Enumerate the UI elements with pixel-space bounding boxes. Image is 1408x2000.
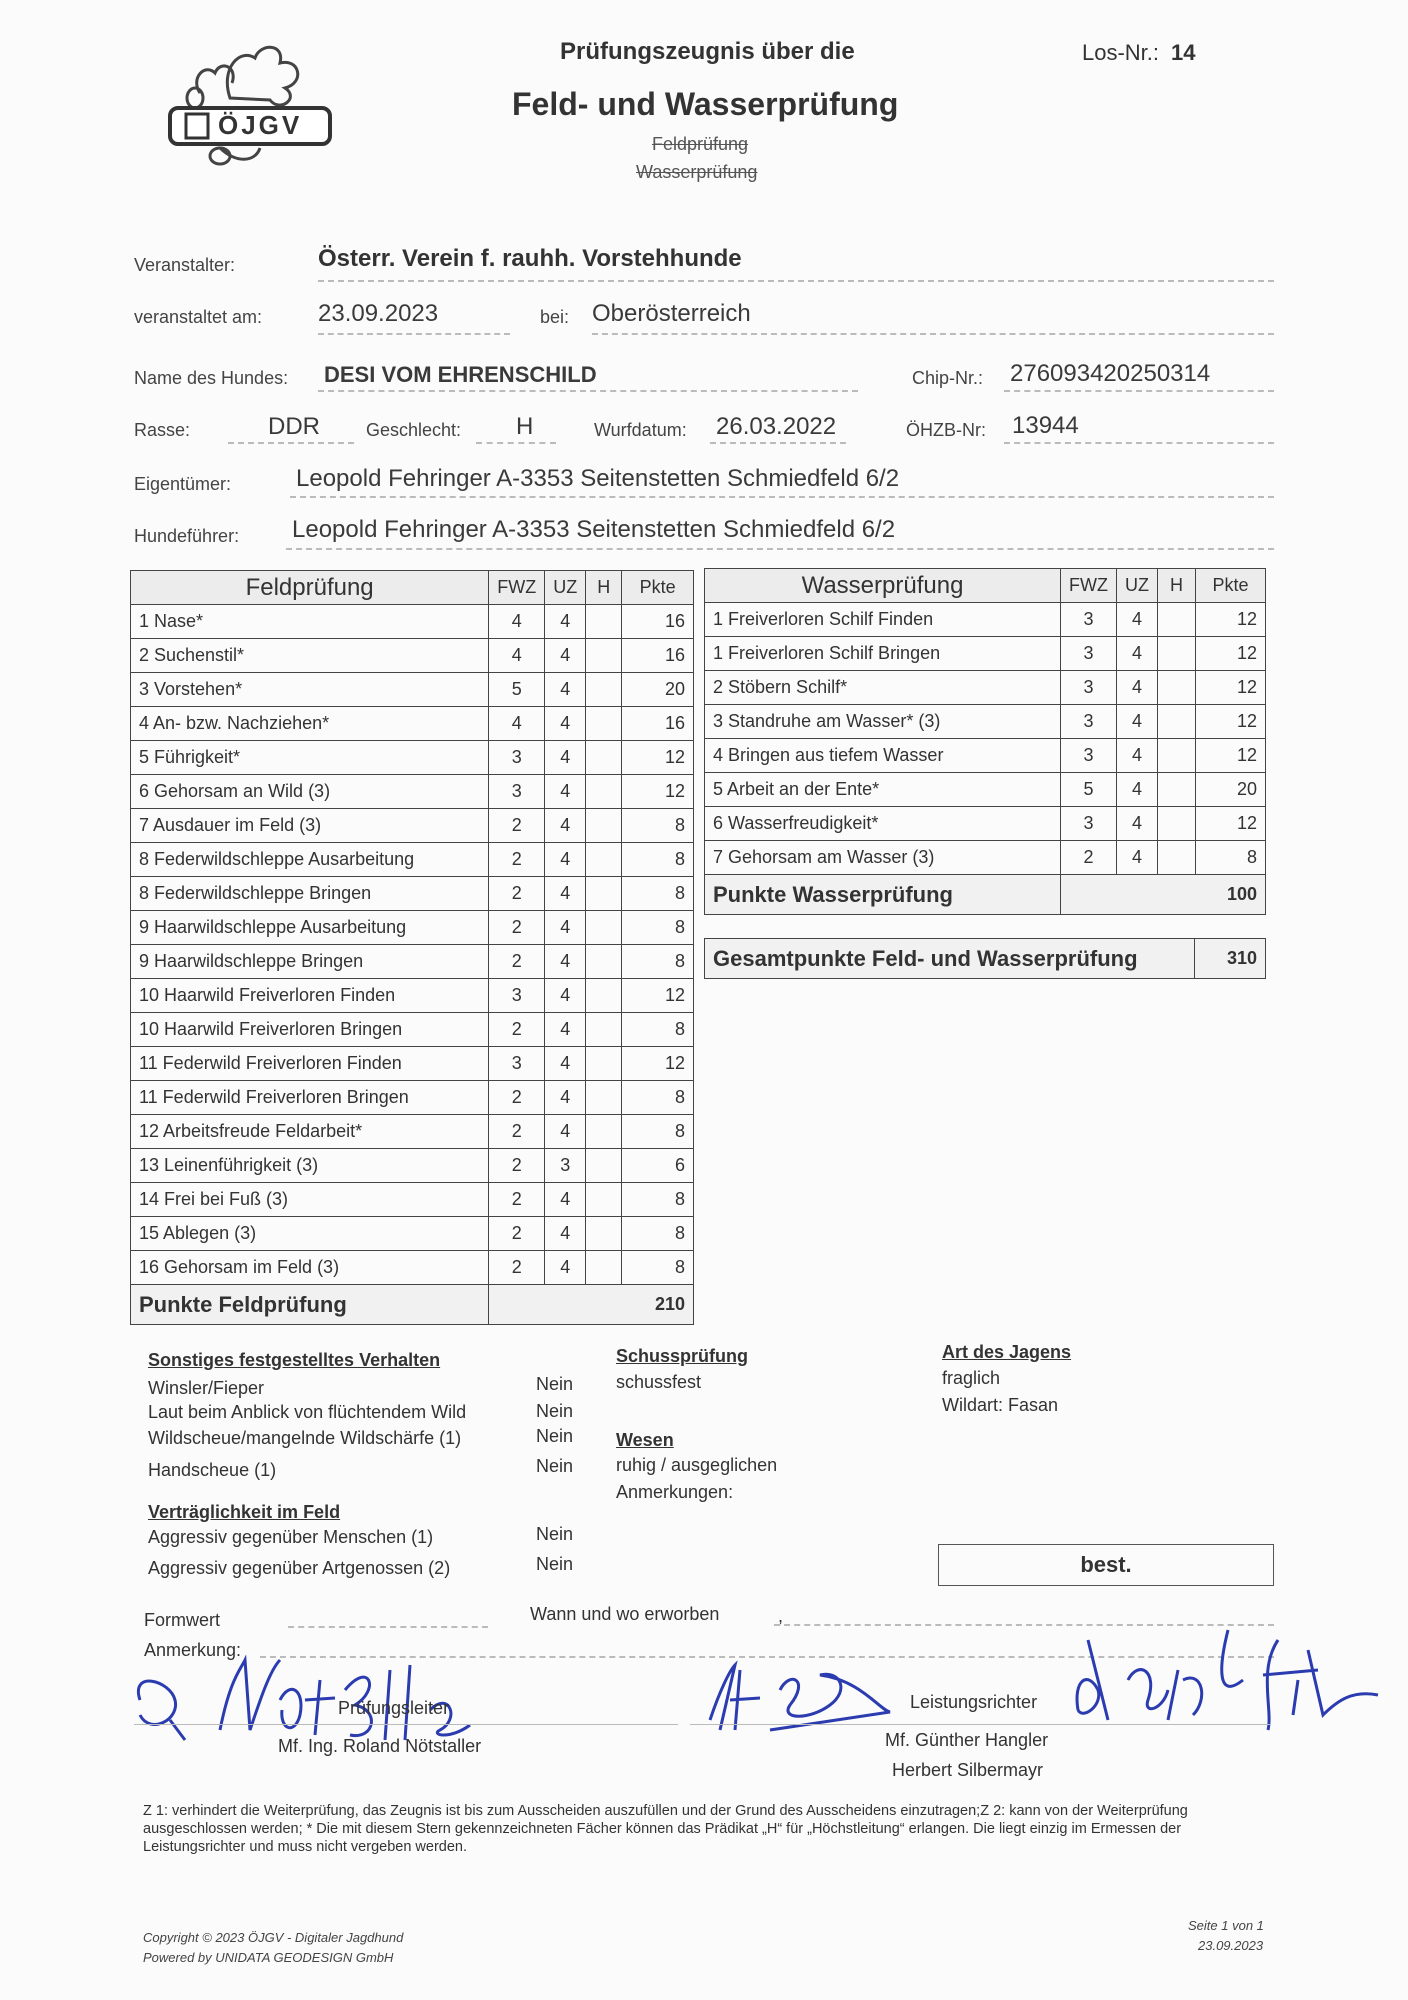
oak-leaf-icon — [160, 38, 340, 168]
schuss-value: schussfest — [616, 1372, 702, 1392]
footer-date: 23.09.2023 — [1198, 1938, 1264, 1953]
feld-cell-h — [586, 605, 622, 639]
feld-row — [131, 979, 694, 1013]
feld-cell-fwz: 2 — [489, 1013, 545, 1047]
feld-cell-subject: 3 Vorstehen* — [131, 673, 489, 707]
feld-cell-subject: 7 Ausdauer im Feld (3) — [131, 809, 489, 843]
wasser-sum-value: 100 — [1061, 875, 1266, 915]
sonstiges-item-2: Wildscheue/mangelnde Wildschärfe (1) — [148, 1428, 462, 1448]
wasser-cell-subject: 3 Standruhe am Wasser* (3) — [705, 705, 1061, 739]
feld-cell-h — [586, 1081, 622, 1115]
feld-cell-fwz: 2 — [489, 1217, 545, 1251]
geschlecht-label: Geschlecht: — [366, 420, 462, 440]
footer-copyright: Copyright © 2023 ÖJGV - Digitaler Jagdhund — [143, 1930, 404, 1945]
total-label: Gesamtpunkte Feld- und Wasserprüfung — [705, 939, 1195, 979]
wasser-cell-uz: 4 — [1116, 671, 1157, 705]
feld-sum-label: Punkte Feldprüfung — [131, 1285, 489, 1325]
wasser-cell-h — [1157, 671, 1195, 705]
feld-row — [131, 1115, 694, 1149]
wasser-header-title: Wasserprüfung — [705, 569, 1061, 603]
feld-cell-subject: 5 Führigkeit* — [131, 741, 489, 775]
name-label: Name des Hundes: — [134, 368, 289, 388]
jagen-wildart: Wildart: Fasan — [942, 1395, 1059, 1415]
wasser-cell-fwz: 3 — [1061, 603, 1117, 637]
anmerkung-label: Anmerkung: — [144, 1640, 242, 1660]
wasser-cell-h — [1157, 603, 1195, 637]
feld-cell-uz: 4 — [545, 707, 586, 741]
wasser-cell-fwz: 3 — [1061, 739, 1117, 773]
leistungsrichter-label: Leistungsrichter — [910, 1692, 1038, 1712]
feld-cell-h — [586, 809, 622, 843]
wasser-cell-subject: 2 Stöbern Schilf* — [705, 671, 1061, 705]
wasser-cell-subject: 6 Wasserfreudigkeit* — [705, 807, 1061, 841]
signature-pruefungsleiter — [130, 1640, 490, 1750]
strike-wasserpruefung: Wasserprüfung — [636, 162, 758, 182]
feld-row — [131, 877, 694, 911]
ohzb-value: 13944 — [1012, 412, 1079, 439]
wasser-row — [705, 671, 1266, 705]
sonstiges-item-1: Laut beim Anblick von flüchtendem Wild — [148, 1402, 467, 1422]
wasser-cell-h — [1157, 705, 1195, 739]
feld-cell-h — [586, 1013, 622, 1047]
feld-row — [131, 1047, 694, 1081]
wann-label: Wann und wo erworben — [530, 1604, 720, 1624]
feld-cell-pkte: 8 — [622, 945, 694, 979]
feld-cell-uz: 3 — [545, 1149, 586, 1183]
wasser-cell-fwz: 3 — [1061, 807, 1117, 841]
feld-cell-uz: 4 — [545, 843, 586, 877]
strike-feldpruefung: Feldprüfung — [652, 134, 749, 154]
feld-cell-subject: 13 Leinenführigkeit (3) — [131, 1149, 489, 1183]
veranstalter-value: Österr. Verein f. rauhh. Vorstehhunde — [318, 245, 742, 272]
wasser-cell-fwz: 3 — [1061, 671, 1117, 705]
feld-cell-fwz: 3 — [489, 979, 545, 1013]
feld-header-uz: UZ — [545, 571, 586, 605]
feld-cell-subject: 11 Federwild Freiverloren Bringen — [131, 1081, 489, 1115]
wasser-row — [705, 739, 1266, 773]
wasser-cell-pkte: 12 — [1195, 739, 1265, 773]
jagen-value: fraglich — [942, 1368, 1001, 1388]
feld-cell-uz: 4 — [545, 1217, 586, 1251]
feld-cell-subject: 15 Ablegen (3) — [131, 1217, 489, 1251]
feld-cell-h — [586, 877, 622, 911]
feld-row — [131, 1251, 694, 1285]
feld-cell-pkte: 16 — [622, 605, 694, 639]
signature-richter-1 — [690, 1650, 900, 1740]
bei-label: bei: — [540, 307, 570, 327]
feld-row — [131, 605, 694, 639]
feld-cell-pkte: 6 — [622, 1149, 694, 1183]
feld-cell-fwz: 5 — [489, 673, 545, 707]
dash-line — [290, 496, 1274, 498]
feld-cell-h — [586, 1047, 622, 1081]
wasser-cell-pkte: 12 — [1195, 603, 1265, 637]
wasser-cell-fwz: 2 — [1061, 841, 1117, 875]
sonstiges-title: Sonstiges festgestelltes Verhalten — [148, 1350, 441, 1370]
feld-cell-uz: 4 — [545, 1047, 586, 1081]
feld-cell-uz: 4 — [545, 1013, 586, 1047]
rasse-value: DDR — [268, 413, 320, 440]
rasse-label: Rasse: — [134, 420, 191, 440]
feld-cell-h — [586, 1149, 622, 1183]
wasser-cell-pkte: 20 — [1195, 773, 1265, 807]
feld-cell-uz: 4 — [545, 1081, 586, 1115]
geschlecht-value: H — [516, 413, 534, 440]
dash-line — [228, 442, 354, 444]
dash-line — [1004, 390, 1274, 392]
feld-cell-fwz: 2 — [489, 1115, 545, 1149]
sonstiges-item-3: Handscheue (1) — [148, 1460, 277, 1480]
vertraeglichkeit-title: Verträglichkeit im Feld — [148, 1502, 341, 1522]
feld-cell-uz: 4 — [545, 639, 586, 673]
wasser-header-uz: UZ — [1116, 569, 1157, 603]
wasser-header-pkte: Pkte — [1195, 569, 1265, 603]
feld-cell-fwz: 3 — [489, 775, 545, 809]
feld-cell-uz: 4 — [545, 1183, 586, 1217]
feld-cell-subject: 12 Arbeitsfreude Feldarbeit* — [131, 1115, 489, 1149]
feld-row — [131, 945, 694, 979]
signature-line — [690, 1724, 1270, 1725]
ohzb-label: ÖHZB-Nr: — [906, 420, 986, 440]
wesen-title: Wesen — [616, 1430, 674, 1450]
title-line1: Prüfungszeugnis über die — [560, 38, 855, 65]
feld-cell-h — [586, 639, 622, 673]
dash-line — [318, 390, 858, 392]
feld-cell-fwz: 2 — [489, 945, 545, 979]
feld-cell-subject: 6 Gehorsam an Wild (3) — [131, 775, 489, 809]
los-label: Los-Nr.: — [1082, 40, 1160, 65]
feld-cell-pkte: 8 — [622, 809, 694, 843]
veranstalter-label: Veranstalter: — [134, 255, 236, 275]
feld-cell-pkte: 8 — [622, 1013, 694, 1047]
feld-cell-h — [586, 843, 622, 877]
wasser-cell-h — [1157, 637, 1195, 671]
feld-row — [131, 775, 694, 809]
feld-cell-fwz: 2 — [489, 843, 545, 877]
wasser-row — [705, 773, 1266, 807]
feld-cell-subject: 11 Federwild Freiverloren Finden — [131, 1047, 489, 1081]
feld-cell-pkte: 12 — [622, 1047, 694, 1081]
feld-cell-fwz: 4 — [489, 707, 545, 741]
wasser-cell-uz: 4 — [1116, 841, 1157, 875]
feld-cell-subject: 10 Haarwild Freiverloren Finden — [131, 979, 489, 1013]
jagen-title: Art des Jagens — [942, 1342, 1072, 1362]
footnote: Z 1: verhindert die Weiterprüfung, das Zeugnis ist bis zum Ausscheiden auszufüllen und der Grund des Ausscheidens einzutragen;Z 2: kann von der Weiterprüfung ausgeschlossen werden; * Die mit diesem Stern gekennzeichneten Fächer können das Prädikat „H“ für „Höchstleitung“ erlangen. Die liegt einzig im Ermessen der Leistungsrichter und muss nicht vergeben werden. — [143, 1803, 1188, 1855]
wasser-cell-uz: 4 — [1116, 807, 1157, 841]
formwert-label: Formwert — [144, 1610, 220, 1630]
wasser-cell-h — [1157, 807, 1195, 841]
sonstiges-item-0: Winsler/Fieper — [148, 1378, 265, 1398]
wasser-cell-fwz: 5 — [1061, 773, 1117, 807]
chip-value: 276093420250314 — [1010, 360, 1211, 387]
feld-cell-subject: 2 Suchenstil* — [131, 639, 489, 673]
wasser-cell-subject: 7 Gehorsam am Wasser (3) — [705, 841, 1061, 875]
bei-value: Oberösterreich — [592, 300, 751, 327]
pruefungsleiter-label: Prüfungsleiter — [338, 1698, 450, 1718]
footer-page: Seite 1 von 1 — [1188, 1918, 1264, 1933]
feld-row — [131, 741, 694, 775]
wasser-row — [705, 841, 1266, 875]
sonstiges-value-1: Nein — [536, 1401, 574, 1421]
feld-cell-h — [586, 741, 622, 775]
feld-cell-h — [586, 775, 622, 809]
vert-item-0: Aggressiv gegenüber Menschen (1) — [148, 1527, 434, 1547]
signature-richter-2 — [1068, 1620, 1388, 1740]
feld-cell-pkte: 8 — [622, 843, 694, 877]
best-box: best. — [938, 1544, 1274, 1586]
page-title: Feld- und Wasserprüfung — [512, 86, 899, 122]
feld-cell-fwz: 2 — [489, 911, 545, 945]
feld-cell-subject: 9 Haarwildschleppe Bringen — [131, 945, 489, 979]
feld-cell-subject: 4 An- bzw. Nachziehen* — [131, 707, 489, 741]
total-value: 310 — [1195, 939, 1266, 979]
wasser-cell-pkte: 12 — [1195, 807, 1265, 841]
feld-row — [131, 1013, 694, 1047]
feld-cell-fwz: 3 — [489, 1047, 545, 1081]
wasser-cell-pkte: 8 — [1195, 841, 1265, 875]
feld-cell-subject: 9 Haarwildschleppe Ausarbeitung — [131, 911, 489, 945]
signature-line — [134, 1724, 678, 1725]
feld-cell-pkte: 20 — [622, 673, 694, 707]
feld-row — [131, 1149, 694, 1183]
fuehrer-label: Hundeführer: — [134, 526, 240, 546]
feld-cell-subject: 1 Nase* — [131, 605, 489, 639]
feld-cell-pkte: 16 — [622, 639, 694, 673]
dash-line — [592, 333, 1274, 335]
vert-value-0: Nein — [536, 1524, 574, 1544]
feld-cell-uz: 4 — [545, 945, 586, 979]
wurf-value: 26.03.2022 — [716, 413, 837, 440]
wesen-anmerkungen: Anmerkungen: — [616, 1482, 734, 1502]
feld-cell-h — [586, 1251, 622, 1285]
wasser-header-fwz: FWZ — [1061, 569, 1117, 603]
feld-cell-fwz: 2 — [489, 1183, 545, 1217]
wasser-cell-subject: 1 Freiverloren Schilf Finden — [705, 603, 1061, 637]
wasser-row — [705, 705, 1266, 739]
fuehrer-value: Leopold Fehringer A-3353 Seitenstetten Schmiedfeld 6/2 — [292, 516, 896, 543]
wasser-cell-h — [1157, 739, 1195, 773]
wasser-cell-uz: 4 — [1116, 603, 1157, 637]
dash-line — [710, 442, 846, 444]
wasser-sum-label: Punkte Wasserprüfung — [705, 875, 1061, 915]
dash-line — [1004, 442, 1274, 444]
feld-table — [130, 570, 694, 1325]
dash-line — [288, 1626, 488, 1628]
feld-cell-subject: 8 Federwildschleppe Bringen — [131, 877, 489, 911]
sonstiges-value-3: Nein — [536, 1456, 574, 1476]
feld-cell-h — [586, 1115, 622, 1149]
sonstiges-value-2: Nein — [536, 1426, 574, 1446]
los-value: 14 — [1171, 40, 1196, 65]
wasser-cell-fwz: 3 — [1061, 637, 1117, 671]
wasser-cell-uz: 4 — [1116, 705, 1157, 739]
wasser-cell-uz: 4 — [1116, 739, 1157, 773]
feld-cell-pkte: 8 — [622, 1251, 694, 1285]
wasser-row — [705, 603, 1266, 637]
wasser-table — [704, 568, 1266, 915]
feld-cell-fwz: 2 — [489, 1081, 545, 1115]
feld-cell-pkte: 12 — [622, 979, 694, 1013]
feld-cell-fwz: 4 — [489, 639, 545, 673]
feld-cell-h — [586, 979, 622, 1013]
wesen-value: ruhig / ausgeglichen — [616, 1455, 778, 1475]
feld-row — [131, 809, 694, 843]
sonstiges-value-0: Nein — [536, 1374, 574, 1394]
feld-cell-uz: 4 — [545, 877, 586, 911]
wasser-cell-pkte: 12 — [1195, 671, 1265, 705]
feld-row — [131, 707, 694, 741]
footer-powered: Powered by UNIDATA GEODESIGN GmbH — [143, 1950, 394, 1965]
feld-cell-h — [586, 911, 622, 945]
wasser-cell-subject: 1 Freiverloren Schilf Bringen — [705, 637, 1061, 671]
wasser-cell-pkte: 12 — [1195, 637, 1265, 671]
am-value: 23.09.2023 — [318, 300, 439, 327]
feld-cell-pkte: 8 — [622, 1183, 694, 1217]
los-nr — [1082, 40, 1196, 66]
feld-cell-pkte: 12 — [622, 775, 694, 809]
feld-cell-uz: 4 — [545, 809, 586, 843]
wasser-cell-pkte: 12 — [1195, 705, 1265, 739]
feld-cell-pkte: 12 — [622, 741, 694, 775]
feld-cell-uz: 4 — [545, 741, 586, 775]
wurf-label: Wurfdatum: — [594, 420, 687, 440]
feld-row — [131, 1217, 694, 1251]
feld-cell-uz: 4 — [545, 673, 586, 707]
wasser-row — [705, 807, 1266, 841]
schuss-title: Schussprüfung — [616, 1346, 749, 1366]
feld-cell-fwz: 4 — [489, 605, 545, 639]
ojgv-logo — [160, 38, 340, 168]
feld-cell-subject: 10 Haarwild Freiverloren Bringen — [131, 1013, 489, 1047]
feld-cell-pkte: 8 — [622, 1115, 694, 1149]
feld-row — [131, 911, 694, 945]
logo-text: ÖJGV — [218, 110, 303, 140]
feld-row — [131, 843, 694, 877]
feld-cell-uz: 4 — [545, 979, 586, 1013]
feld-row — [131, 1081, 694, 1115]
feld-cell-pkte: 8 — [622, 1217, 694, 1251]
wasser-header-h: H — [1157, 569, 1195, 603]
wasser-cell-subject: 4 Bringen aus tiefem Wasser — [705, 739, 1061, 773]
feld-cell-h — [586, 945, 622, 979]
feld-cell-pkte: 8 — [622, 911, 694, 945]
total-table — [704, 938, 1266, 979]
dash-line — [476, 442, 556, 444]
feld-cell-uz: 4 — [545, 1251, 586, 1285]
vert-value-1: Nein — [536, 1554, 574, 1574]
feld-cell-fwz: 2 — [489, 1149, 545, 1183]
wasser-cell-uz: 4 — [1116, 773, 1157, 807]
am-label: veranstaltet am: — [134, 307, 263, 327]
feld-row — [131, 673, 694, 707]
wasser-cell-fwz: 3 — [1061, 705, 1117, 739]
richter-1-name: Mf. Günther Hangler — [885, 1730, 1049, 1750]
feld-cell-h — [586, 707, 622, 741]
dash-line — [318, 280, 1274, 282]
feld-cell-fwz: 2 — [489, 809, 545, 843]
wasser-cell-h — [1157, 773, 1195, 807]
eigentuemer-label: Eigentümer: — [134, 474, 232, 494]
eigentuemer-value: Leopold Fehringer A-3353 Seitenstetten Schmiedfeld 6/2 — [296, 465, 900, 492]
feld-cell-subject: 14 Frei bei Fuß (3) — [131, 1183, 489, 1217]
feld-row — [131, 639, 694, 673]
wann-comma: , — [778, 1606, 784, 1626]
richter-2-name: Herbert Silbermayr — [892, 1760, 1044, 1780]
feld-cell-fwz: 2 — [489, 1251, 545, 1285]
wasser-cell-subject: 5 Arbeit an der Ente* — [705, 773, 1061, 807]
feld-cell-uz: 4 — [545, 775, 586, 809]
feld-header-fwz: FWZ — [489, 571, 545, 605]
feld-cell-uz: 4 — [545, 605, 586, 639]
chip-label: Chip-Nr.: — [912, 368, 984, 388]
feld-header-pkte: Pkte — [622, 571, 694, 605]
vert-item-1: Aggressiv gegenüber Artgenossen (2) — [148, 1558, 451, 1578]
dash-line — [318, 333, 510, 335]
feld-cell-uz: 4 — [545, 1115, 586, 1149]
feld-cell-h — [586, 1217, 622, 1251]
feld-cell-fwz: 3 — [489, 741, 545, 775]
feld-cell-h — [586, 1183, 622, 1217]
wasser-cell-uz: 4 — [1116, 637, 1157, 671]
feld-header-title: Feldprüfung — [131, 571, 489, 605]
feld-cell-subject: 16 Gehorsam im Feld (3) — [131, 1251, 489, 1285]
feld-cell-uz: 4 — [545, 911, 586, 945]
feld-cell-fwz: 2 — [489, 877, 545, 911]
wasser-row — [705, 637, 1266, 671]
pruefungsleiter-name: Mf. Ing. Roland Nötstaller — [278, 1736, 482, 1756]
feld-cell-h — [586, 673, 622, 707]
name-value: DESI VOM EHRENSCHILD — [324, 362, 597, 387]
feld-cell-pkte: 8 — [622, 1081, 694, 1115]
feld-cell-pkte: 16 — [622, 707, 694, 741]
feld-row — [131, 1183, 694, 1217]
wasser-cell-h — [1157, 841, 1195, 875]
feld-sum-value: 210 — [489, 1285, 694, 1325]
feld-header-h: H — [586, 571, 622, 605]
dash-line — [286, 548, 1274, 550]
feld-cell-pkte: 8 — [622, 877, 694, 911]
feld-cell-subject: 8 Federwildschleppe Ausarbeitung — [131, 843, 489, 877]
